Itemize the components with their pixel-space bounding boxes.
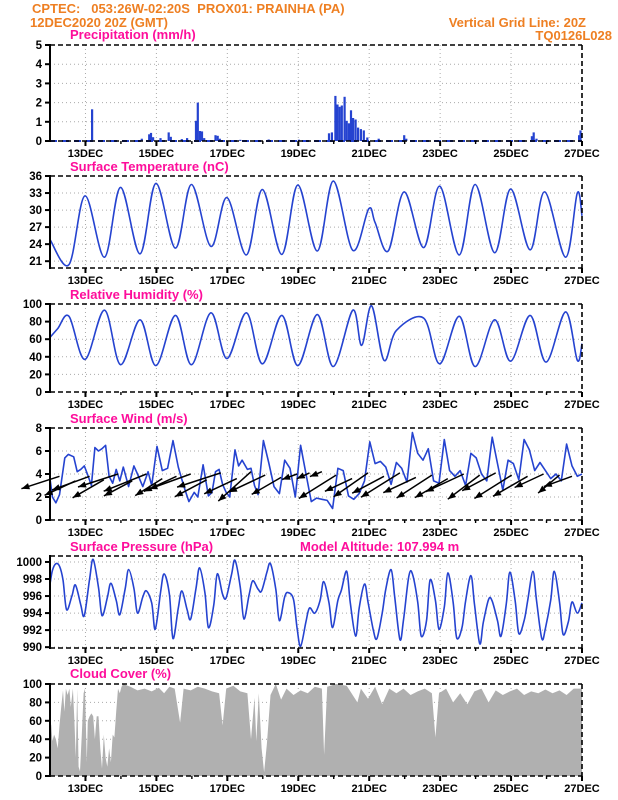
precip-bar — [214, 135, 216, 141]
precip-bar — [344, 97, 346, 141]
y-tick-label: 20 — [29, 369, 42, 382]
y-tick-label: 20 — [29, 752, 42, 765]
humidity-chart — [23, 299, 600, 411]
x-tick-label: 13DEC — [67, 275, 104, 287]
x-tick-label: 23DEC — [422, 148, 458, 160]
x-tick-label: 25DEC — [493, 148, 529, 160]
y-tick-label: 990 — [22, 642, 42, 655]
precip-bar — [403, 135, 405, 141]
wind-chart — [21, 423, 599, 539]
panel-title-cloud: Cloud Cover (%) — [70, 666, 172, 681]
x-tick-label: 13DEC — [67, 655, 104, 667]
x-tick-label: 15DEC — [138, 783, 175, 795]
x-tick-label: 25DEC — [493, 399, 529, 411]
x-tick-label: 27DEC — [564, 399, 600, 411]
y-tick-label: 24 — [29, 239, 42, 252]
x-axis-ticks — [68, 648, 600, 667]
x-axis-ticks — [68, 520, 600, 539]
x-tick-label: 15DEC — [138, 399, 175, 411]
wind-arrow-head — [78, 482, 87, 488]
y-axis-ticks — [36, 40, 50, 148]
wind-arrow-head — [204, 488, 213, 494]
x-tick-label: 27DEC — [564, 655, 600, 667]
y-tick-label: 2 — [35, 492, 42, 504]
x-tick-label: 25DEC — [493, 275, 529, 287]
series — [50, 306, 582, 367]
precip-bar — [360, 129, 362, 141]
precip-bar — [363, 130, 365, 141]
wind-arrow-head — [73, 491, 82, 498]
x-tick-label: 15DEC — [138, 655, 175, 667]
x-tick-label: 17DEC — [209, 148, 246, 160]
wind-arrow-head — [474, 492, 482, 499]
y-tick-label: 3 — [35, 78, 42, 91]
wind-arrow-head — [282, 474, 291, 480]
data-line — [50, 181, 582, 266]
grid-line-label: Vertical Grid Line: 20Z — [448, 15, 586, 30]
gridlines — [50, 304, 582, 392]
gridlines — [50, 45, 582, 141]
precip-bar — [152, 137, 154, 141]
precip-bar — [328, 133, 330, 141]
pressure-chart — [16, 555, 599, 667]
y-tick-label: 0 — [35, 387, 42, 399]
wind-arrow-head — [325, 485, 334, 491]
y-tick-label: 100 — [22, 679, 42, 691]
y-tick-label: 40 — [29, 734, 42, 747]
y-tick-label: 30 — [29, 205, 42, 218]
x-axis-ticks — [68, 141, 600, 160]
precip-bar — [239, 140, 241, 141]
y-axis-ticks — [16, 557, 50, 654]
x-tick-label: 25DEC — [493, 783, 529, 795]
y-tick-label: 27 — [29, 222, 42, 235]
precip-bar — [197, 103, 199, 141]
y-tick-label: 100 — [22, 299, 42, 311]
precip-bar — [336, 105, 338, 142]
x-tick-label: 15DEC — [138, 148, 175, 160]
y-tick-label: 36 — [29, 171, 42, 183]
y-tick-label: 4 — [35, 469, 42, 481]
precip-bar — [334, 96, 336, 141]
precip-bar — [357, 128, 359, 141]
precip-bar — [159, 138, 161, 141]
panel-title-wind: Surface Wind (m/s) — [70, 411, 188, 426]
wind-arrow-head — [493, 490, 502, 497]
precip-bar — [168, 132, 170, 141]
x-tick-label: 23DEC — [422, 655, 458, 667]
x-axis-ticks — [68, 268, 600, 287]
y-tick-label: 996 — [22, 591, 42, 604]
station-header: CPTEC: 053:26W-02:20S PROX01: PRAINHA (PA) — [32, 1, 345, 16]
wind-arrow-head — [397, 491, 406, 498]
x-tick-label: 23DEC — [422, 527, 458, 539]
y-tick-label: 60 — [29, 334, 42, 347]
x-tick-label: 25DEC — [493, 527, 529, 539]
x-tick-label: 21DEC — [351, 527, 387, 539]
y-tick-label: 4 — [35, 59, 42, 72]
cloud-area — [50, 684, 582, 776]
wind-arrow-head — [21, 483, 30, 489]
x-tick-label: 27DEC — [564, 783, 600, 795]
precip-bar — [350, 110, 352, 141]
series — [50, 684, 582, 776]
y-tick-label: 5 — [35, 40, 42, 52]
x-tick-label: 13DEC — [67, 148, 104, 160]
x-tick-label: 13DEC — [67, 783, 104, 795]
x-tick-label: 15DEC — [138, 275, 175, 287]
y-tick-label: 998 — [22, 574, 42, 586]
precip-bar — [91, 109, 93, 141]
x-tick-label: 19DEC — [280, 399, 317, 411]
x-tick-label: 17DEC — [209, 783, 246, 795]
y-axis-ticks — [23, 679, 50, 783]
model-altitude-label: Model Altitude: 107.994 m — [300, 539, 460, 554]
y-tick-label: 6 — [35, 446, 42, 458]
y-tick-label: 2 — [35, 97, 42, 110]
precip-bar — [201, 131, 203, 141]
precip-bar — [352, 118, 354, 141]
y-tick-label: 8 — [35, 423, 42, 435]
precip-bar — [339, 107, 341, 141]
wind-arrow-head — [135, 489, 144, 496]
x-tick-label: 13DEC — [67, 527, 104, 539]
precip-bar — [533, 132, 535, 141]
precip-bar — [331, 132, 333, 141]
y-tick-label: 21 — [29, 256, 42, 269]
y-tick-label: 0 — [35, 136, 42, 148]
x-tick-label: 17DEC — [209, 655, 246, 667]
wind-arrow-head — [383, 486, 392, 492]
x-tick-label: 23DEC — [422, 399, 458, 411]
y-tick-label: 1000 — [16, 556, 42, 569]
x-axis-ticks — [68, 776, 600, 795]
x-tick-label: 21DEC — [351, 399, 387, 411]
x-tick-label: 25DEC — [493, 655, 529, 667]
precip-bar — [150, 133, 152, 141]
y-tick-label: 994 — [22, 608, 42, 621]
x-tick-label: 21DEC — [351, 148, 387, 160]
wind-arrow-head — [104, 485, 113, 491]
y-tick-label: 0 — [35, 515, 42, 527]
wind-arrow-head — [177, 482, 186, 488]
precip-bar — [535, 139, 537, 141]
x-tick-label: 27DEC — [564, 275, 600, 287]
y-tick-label: 992 — [22, 625, 42, 638]
wind-arrow-head — [175, 490, 184, 497]
x-tick-label: 27DEC — [564, 527, 600, 539]
wind-arrow-head — [52, 484, 61, 490]
x-tick-label: 19DEC — [280, 275, 317, 287]
y-axis-ticks — [36, 423, 50, 527]
precip-bar — [199, 131, 201, 141]
y-tick-label: 33 — [29, 188, 42, 201]
precip-bar — [355, 120, 357, 142]
data-line — [50, 306, 582, 367]
panel-title-humidity: Relative Humidity (%) — [70, 287, 203, 302]
x-tick-label: 13DEC — [67, 399, 104, 411]
x-tick-label: 21DEC — [351, 655, 387, 667]
panel-title-precipitation: Precipitation (mm/h) — [70, 27, 196, 42]
x-tick-label: 19DEC — [280, 655, 317, 667]
precip-bar — [341, 106, 343, 142]
cloud-chart — [23, 679, 600, 795]
model-tag: TQ0126L028 — [535, 28, 612, 43]
panel-title-temperature: Surface Temperature (nC) — [70, 159, 229, 174]
x-axis-ticks — [68, 392, 600, 411]
y-axis-ticks — [29, 171, 50, 268]
x-tick-label: 19DEC — [280, 783, 317, 795]
x-tick-label: 21DEC — [351, 783, 387, 795]
frame — [50, 44, 582, 142]
wind-arrow-head — [352, 487, 361, 494]
precipitation-chart — [36, 40, 600, 160]
y-tick-label: 40 — [29, 351, 42, 364]
precip-bar — [348, 123, 350, 141]
y-tick-label: 60 — [29, 715, 42, 728]
x-tick-label: 17DEC — [209, 399, 246, 411]
x-tick-label: 23DEC — [422, 783, 458, 795]
x-tick-label: 17DEC — [209, 275, 246, 287]
precip-bar — [346, 121, 348, 141]
x-tick-label: 15DEC — [138, 527, 175, 539]
x-tick-label: 23DEC — [422, 275, 458, 287]
y-tick-label: 80 — [29, 316, 42, 329]
run-date-label: 12DEC2020 20Z (GMT) — [30, 15, 168, 30]
data-line — [50, 559, 582, 646]
x-tick-label: 17DEC — [209, 527, 246, 539]
y-tick-label: 1 — [35, 116, 42, 129]
y-tick-label: 0 — [35, 771, 42, 783]
x-tick-label: 27DEC — [564, 148, 600, 160]
x-tick-label: 19DEC — [280, 527, 317, 539]
wind-arrow-head — [361, 490, 370, 497]
wind-arrow-head — [310, 471, 319, 477]
y-axis-ticks — [23, 299, 50, 399]
series — [50, 559, 582, 646]
y-tick-label: 80 — [29, 697, 42, 710]
x-tick-label: 21DEC — [351, 275, 387, 287]
x-tick-label: 19DEC — [280, 148, 317, 160]
temperature-chart — [29, 171, 600, 287]
panel-title-pressure: Surface Pressure (hPa) — [70, 539, 214, 554]
series — [50, 181, 582, 266]
